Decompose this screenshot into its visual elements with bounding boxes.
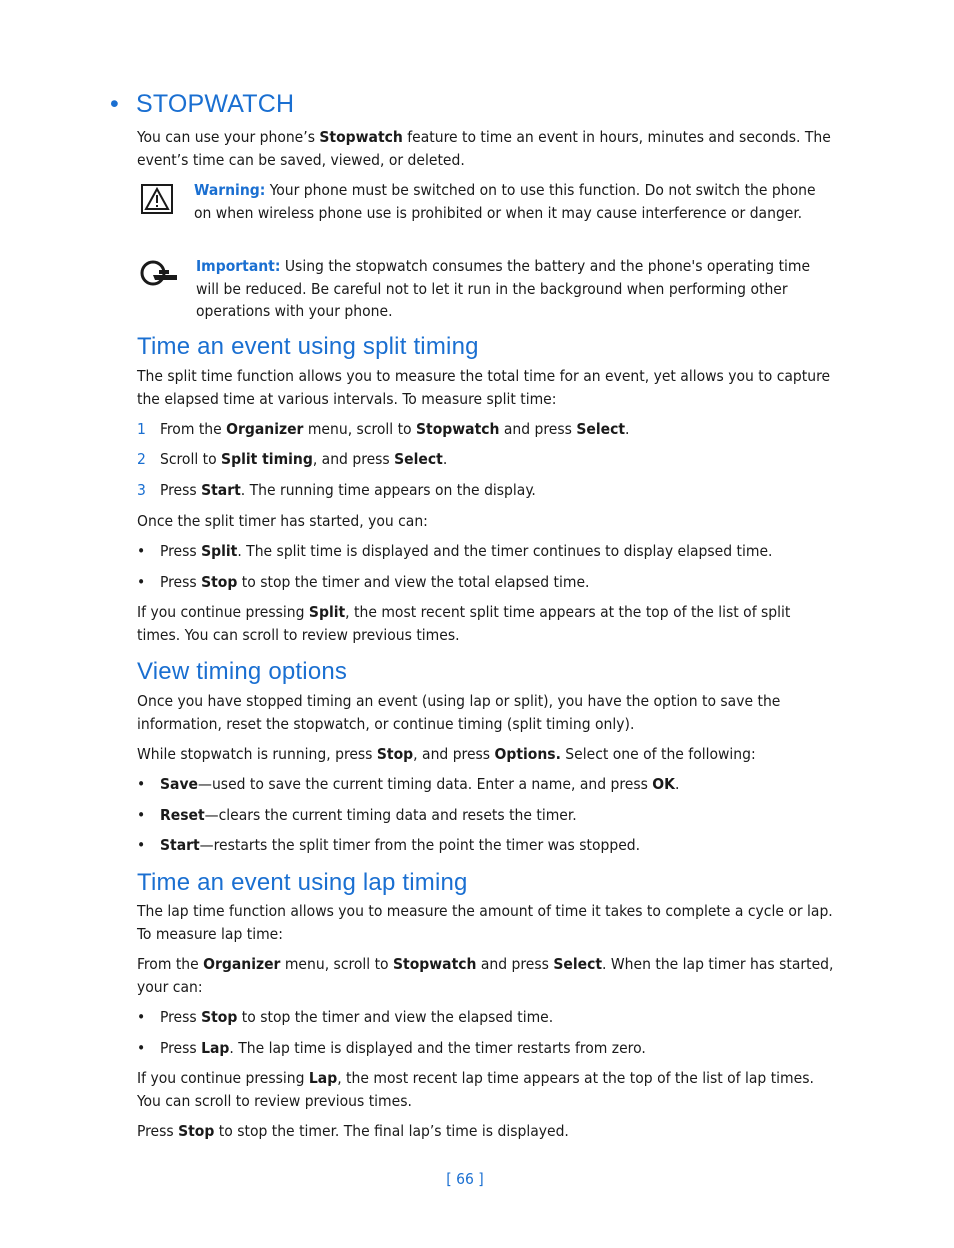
view-bullet-reset: Reset—clears the current timing data and resets the timer. bbox=[160, 806, 577, 824]
step-1: From the Organizer menu, scroll to Stopwatch and press Select. bbox=[160, 420, 630, 438]
hand-pointer-icon bbox=[139, 258, 181, 288]
bullet: • bbox=[137, 1008, 146, 1026]
view-bullet-start: Start—restarts the split timer from the point the timer was stopped. bbox=[160, 836, 641, 854]
step-number: 1 bbox=[137, 420, 146, 438]
step-3: Press Start. The running time appears on the display. bbox=[160, 481, 536, 499]
bullet: • bbox=[137, 775, 146, 793]
split-once: Once the split timer has started, you can: bbox=[137, 512, 428, 530]
lap-intro: The lap time function allows you to measure the amount of time it takes to complete a cycle or lap. To measure lap time: bbox=[137, 902, 833, 943]
warning-triangle-icon bbox=[141, 184, 173, 214]
bullet: • bbox=[137, 806, 146, 824]
split-bullet-2: Press Stop to stop the timer and view the total elapsed time. bbox=[160, 573, 590, 591]
bullet: • bbox=[137, 836, 146, 854]
lap-bullet-2: Press Lap. The lap time is displayed and the timer restarts from zero. bbox=[160, 1039, 646, 1057]
lap-continue: If you continue pressing Lap, the most recent lap time appears at the top of the list of lap times. You can scroll to review previous times. bbox=[137, 1069, 814, 1110]
bullet: • bbox=[137, 1039, 146, 1057]
title-text: STOPWATCH bbox=[136, 90, 295, 118]
split-heading: Time an event using split timing bbox=[137, 333, 479, 360]
split-bullet-1: Press Split. The split time is displayed and the timer continues to display elapsed time. bbox=[160, 542, 773, 560]
step-number: 2 bbox=[137, 450, 146, 468]
important-note: Important: Using the stopwatch consumes the battery and the phone's operating time will be reduced. Be careful not to let it run in the background when performing other operations with your phone. bbox=[196, 257, 811, 320]
lap-final: Press Stop to stop the timer. The final lap’s time is displayed. bbox=[137, 1122, 569, 1140]
intro-paragraph: You can use your phone’s Stopwatch feature to time an event in hours, minutes and seconds. The event’s time can be saved, viewed, or deleted. bbox=[137, 128, 831, 169]
bullet: • bbox=[137, 573, 146, 591]
view-bullet-save: Save—used to save the current timing data. Enter a name, and press OK. bbox=[160, 775, 680, 793]
split-continue: If you continue pressing Split, the most recent split time appears at the top of the list of split times. You can scroll to review previous times. bbox=[137, 603, 791, 644]
warning-label: Warning: bbox=[194, 181, 266, 199]
bullet: • bbox=[137, 542, 146, 560]
lap-from: From the Organizer menu, scroll to Stopwatch and press Select. When the lap timer has started, your can: bbox=[137, 955, 834, 996]
view-intro: Once you have stopped timing an event (using lap or split), you have the option to save the information, reset the stopwatch, or continue timing (split timing only). bbox=[137, 692, 781, 733]
section-title bbox=[110, 90, 294, 119]
split-intro: The split time function allows you to measure the total time for an event, yet allows you to capture the elapsed time at various intervals. To measure split time: bbox=[137, 367, 831, 408]
important-label: Important: bbox=[196, 257, 281, 275]
step-2: Scroll to Split timing, and press Select. bbox=[160, 450, 448, 468]
view-heading: View timing options bbox=[137, 658, 348, 685]
lap-bullet-1: Press Stop to stop the timer and view the elapsed time. bbox=[160, 1008, 554, 1026]
lap-heading: Time an event using lap timing bbox=[137, 869, 468, 896]
view-while: While stopwatch is running, press Stop, and press Options. Select one of the following: bbox=[137, 745, 756, 763]
warning-note: Warning: Your phone must be switched on to use this function. Do not switch the phone on when wireless phone use is prohibited or when it may cause interference or danger. bbox=[194, 181, 816, 222]
step-number: 3 bbox=[137, 481, 146, 499]
page-number: [ 66 ] bbox=[446, 1170, 484, 1188]
title-bullet: • bbox=[110, 90, 119, 118]
